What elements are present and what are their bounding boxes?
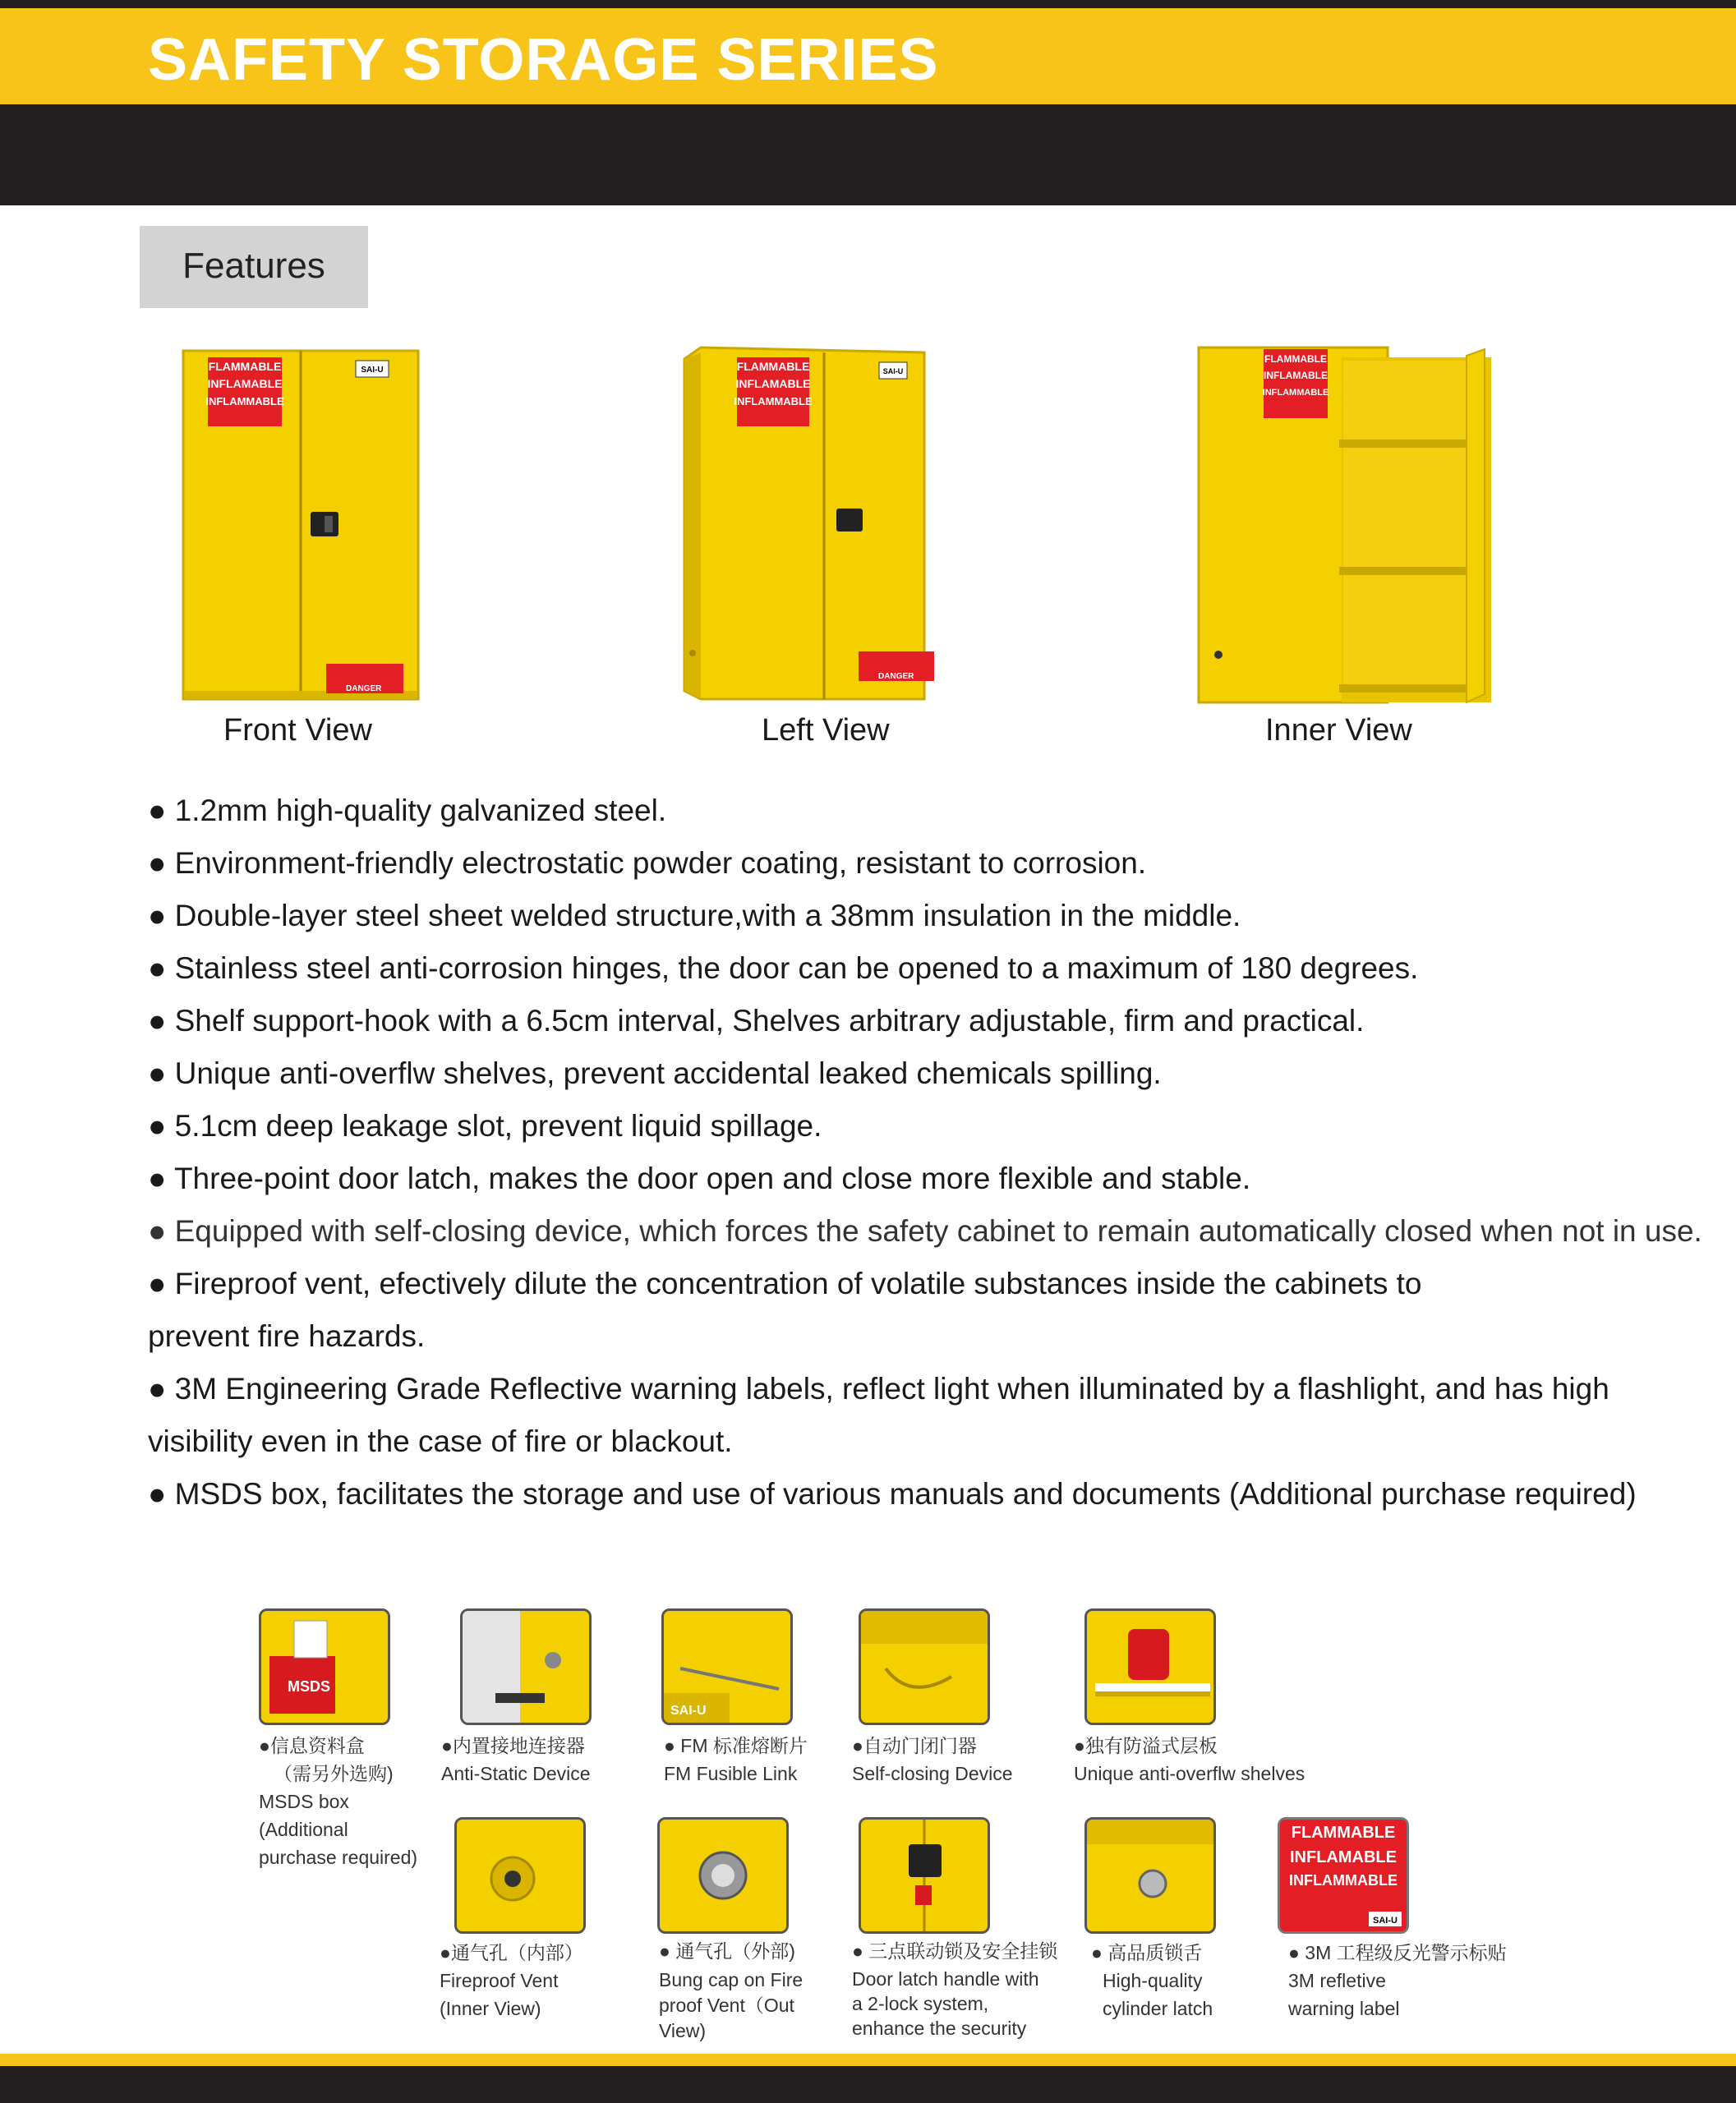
left-danger-label: DANGER [878,672,914,681]
door-latch-caption-line: enhance the security [852,2018,1027,2039]
footer-yellow-line [0,2054,1736,2066]
fusible-link-icon [661,1608,793,1725]
cylinder-latch-caption-cn: ● 高品质锁舌 [1091,1942,1203,1963]
feature-bullet-list [148,785,1709,1521]
door-latch-caption [852,1939,1057,2041]
left-label-inflammable: INFLAMMABLE [734,395,813,407]
features-tab [140,226,368,308]
cylinder-latch-icon [1084,1817,1216,1934]
bullet-item: ● Fireproof vent, efectively dilute the concentration of volatile substances inside the cabinets to prevent fire hazards. [148,1267,1422,1353]
front-brand-plate: SAI-U [361,366,384,375]
vent-inner-icon [454,1817,586,1934]
msds-caption-line: (Additional [259,1819,348,1840]
bullet-item: ● Shelf support-hook with a 6.5cm interval, Shelves arbitrary adjustable, firm and practical. [148,1004,1365,1038]
fusible-link-caption-line: FM Fusible Link [664,1763,798,1784]
bullet-item: ● Environment-friendly electrostatic powder coating, resistant to corrosion. [148,846,1147,880]
left-brand-plate: SAI-U [882,367,904,375]
cylinder-latch-caption [1091,1939,1213,2022]
front-danger-label: DANGER [346,684,382,693]
vent-outer-caption-line: proof Vent（Out [659,1995,794,2016]
warning-label-caption [1288,1939,1507,2022]
bullet-item: ● Stainless steel anti-corrosion hinges, the door can be opened to a maximum of 180 degrees. [148,951,1419,985]
front-view-label: Front View [223,713,372,748]
fusible-link-caption-cn: ● FM 标准熔断片 [664,1735,808,1756]
front-label-inflammable: INFLAMMABLE [205,395,284,407]
vent-inner-caption-cn: ●通气孔（内部） [440,1942,583,1963]
self-closing-icon [859,1608,990,1725]
left-label-inflamable: INFLAMABLE [735,377,811,390]
bullet-item: ● 3M Engineering Grade Reflective warning labels, reflect light when illuminated by a flashlight, and has high visibility even in the case of fire or blackout. [148,1372,1609,1458]
warning-label-inflamable: INFLAMABLE [1290,1848,1397,1866]
front-view-image [177,341,472,752]
vent-outer-caption-cn: ● 通气孔（外部) [659,1940,795,1962]
msds-box-icon [259,1608,390,1725]
vent-outer-icon [657,1817,789,1934]
anti-static-caption [441,1732,591,1788]
door-latch-caption-cn: ● 三点联动锁及安全挂锁 [852,1940,1058,1962]
warning-label-brand: SAI-U [1373,1916,1398,1926]
cylinder-latch-caption-line: cylinder latch [1103,1998,1213,2019]
inner-label-inflammable: INFLAMMABLE [1262,388,1329,398]
warning-label-icon [1278,1817,1409,1934]
msds-caption-line: purchase required) [259,1847,418,1868]
page-title: SAFETY STORAGE SERIES [148,27,939,93]
left-view-image [678,341,974,752]
bullet-item: ● Equipped with self-closing device, which forces the safety cabinet to remain automatically closed when not in use. [148,1214,1702,1248]
door-latch-icon [859,1817,990,1934]
shelf-caption [1074,1732,1305,1788]
msds-caption-cn: ●信息资料盒 [259,1735,365,1756]
left-label-flammable: FLAMMABLE [736,360,810,373]
self-closing-caption [852,1732,1013,1788]
vent-inner-caption-line: (Inner View) [440,1998,541,2019]
bullet-item: ● 5.1cm deep leakage slot, prevent liquid spillage. [148,1109,822,1143]
fusible-link-caption [664,1732,808,1788]
bullet-item: ● MSDS box, facilitates the storage and use of various manuals and documents (Additional purchase required) [148,1477,1637,1511]
cylinder-latch-caption-line: High-quality [1103,1970,1203,1991]
anti-static-caption-cn: ●内置接地连接器 [441,1735,585,1756]
inner-label-inflamable: INFLAMABLE [1264,370,1328,381]
vent-outer-caption-line: View) [659,2020,707,2041]
bullet-item: ● Three-point door latch, makes the door open and close more flexible and stable. [148,1162,1251,1195]
features-tab-label: Features [182,246,325,286]
inner-view-image [1195,341,1491,752]
vent-inner-caption [440,1939,583,2022]
shelf-caption-line: Unique anti-overflw shelves [1074,1763,1305,1784]
msds-caption-line: （需另外选购) [274,1763,394,1784]
msds-caption-line: MSDS box [259,1791,349,1812]
header-dark-bar [0,104,1736,205]
anti-static-icon [460,1608,592,1725]
front-label-inflamable: INFLAMABLE [207,377,283,390]
self-closing-caption-line: Self-closing Device [852,1763,1013,1784]
door-latch-caption-line: a 2-lock system, [852,1993,989,2014]
inner-view-label: Inner View [1265,713,1412,748]
top-border [0,0,1736,8]
anti-static-caption-line: Anti-Static Device [441,1763,591,1784]
front-label-flammable: FLAMMABLE [208,360,282,373]
warning-label-inflammable: INFLAMMABLE [1289,1872,1398,1889]
bullet-item: ● Unique anti-overflw shelves, prevent accidental leaked chemicals spilling. [148,1056,1162,1090]
warning-label-flammable: FLAMMABLE [1291,1824,1396,1842]
msds-caption [259,1732,417,1871]
self-closing-caption-cn: ●自动门闭门器 [852,1735,977,1756]
svg-text:SAI-U: SAI-U [670,1704,707,1718]
warning-label-caption-line: warning label [1288,1998,1400,2019]
bullet-item: ● 1.2mm high-quality galvanized steel. [148,794,667,827]
warning-label-caption-cn: ● 3M 工程级反光警示标贴 [1288,1942,1507,1963]
bullet-item: ● Double-layer steel sheet welded structure,with a 38mm insulation in the middle. [148,899,1241,932]
left-view-label: Left View [762,713,890,748]
vent-outer-caption-line: Bung cap on Fire [659,1969,804,1990]
header-banner [0,8,1736,104]
svg-text:MSDS: MSDS [288,1678,331,1695]
vent-outer-caption [659,1939,803,2044]
inner-label-flammable: FLAMMABLE [1264,353,1327,365]
shelf-icon [1084,1608,1216,1725]
vent-inner-caption-line: Fireproof Vent [440,1970,559,1991]
door-latch-caption-line: Door latch handle with [852,1968,1039,1990]
shelf-caption-cn: ●独有防溢式层板 [1074,1735,1218,1756]
footer-dark-bar [0,2066,1736,2103]
warning-label-caption-line: 3M refletive [1288,1970,1386,1991]
